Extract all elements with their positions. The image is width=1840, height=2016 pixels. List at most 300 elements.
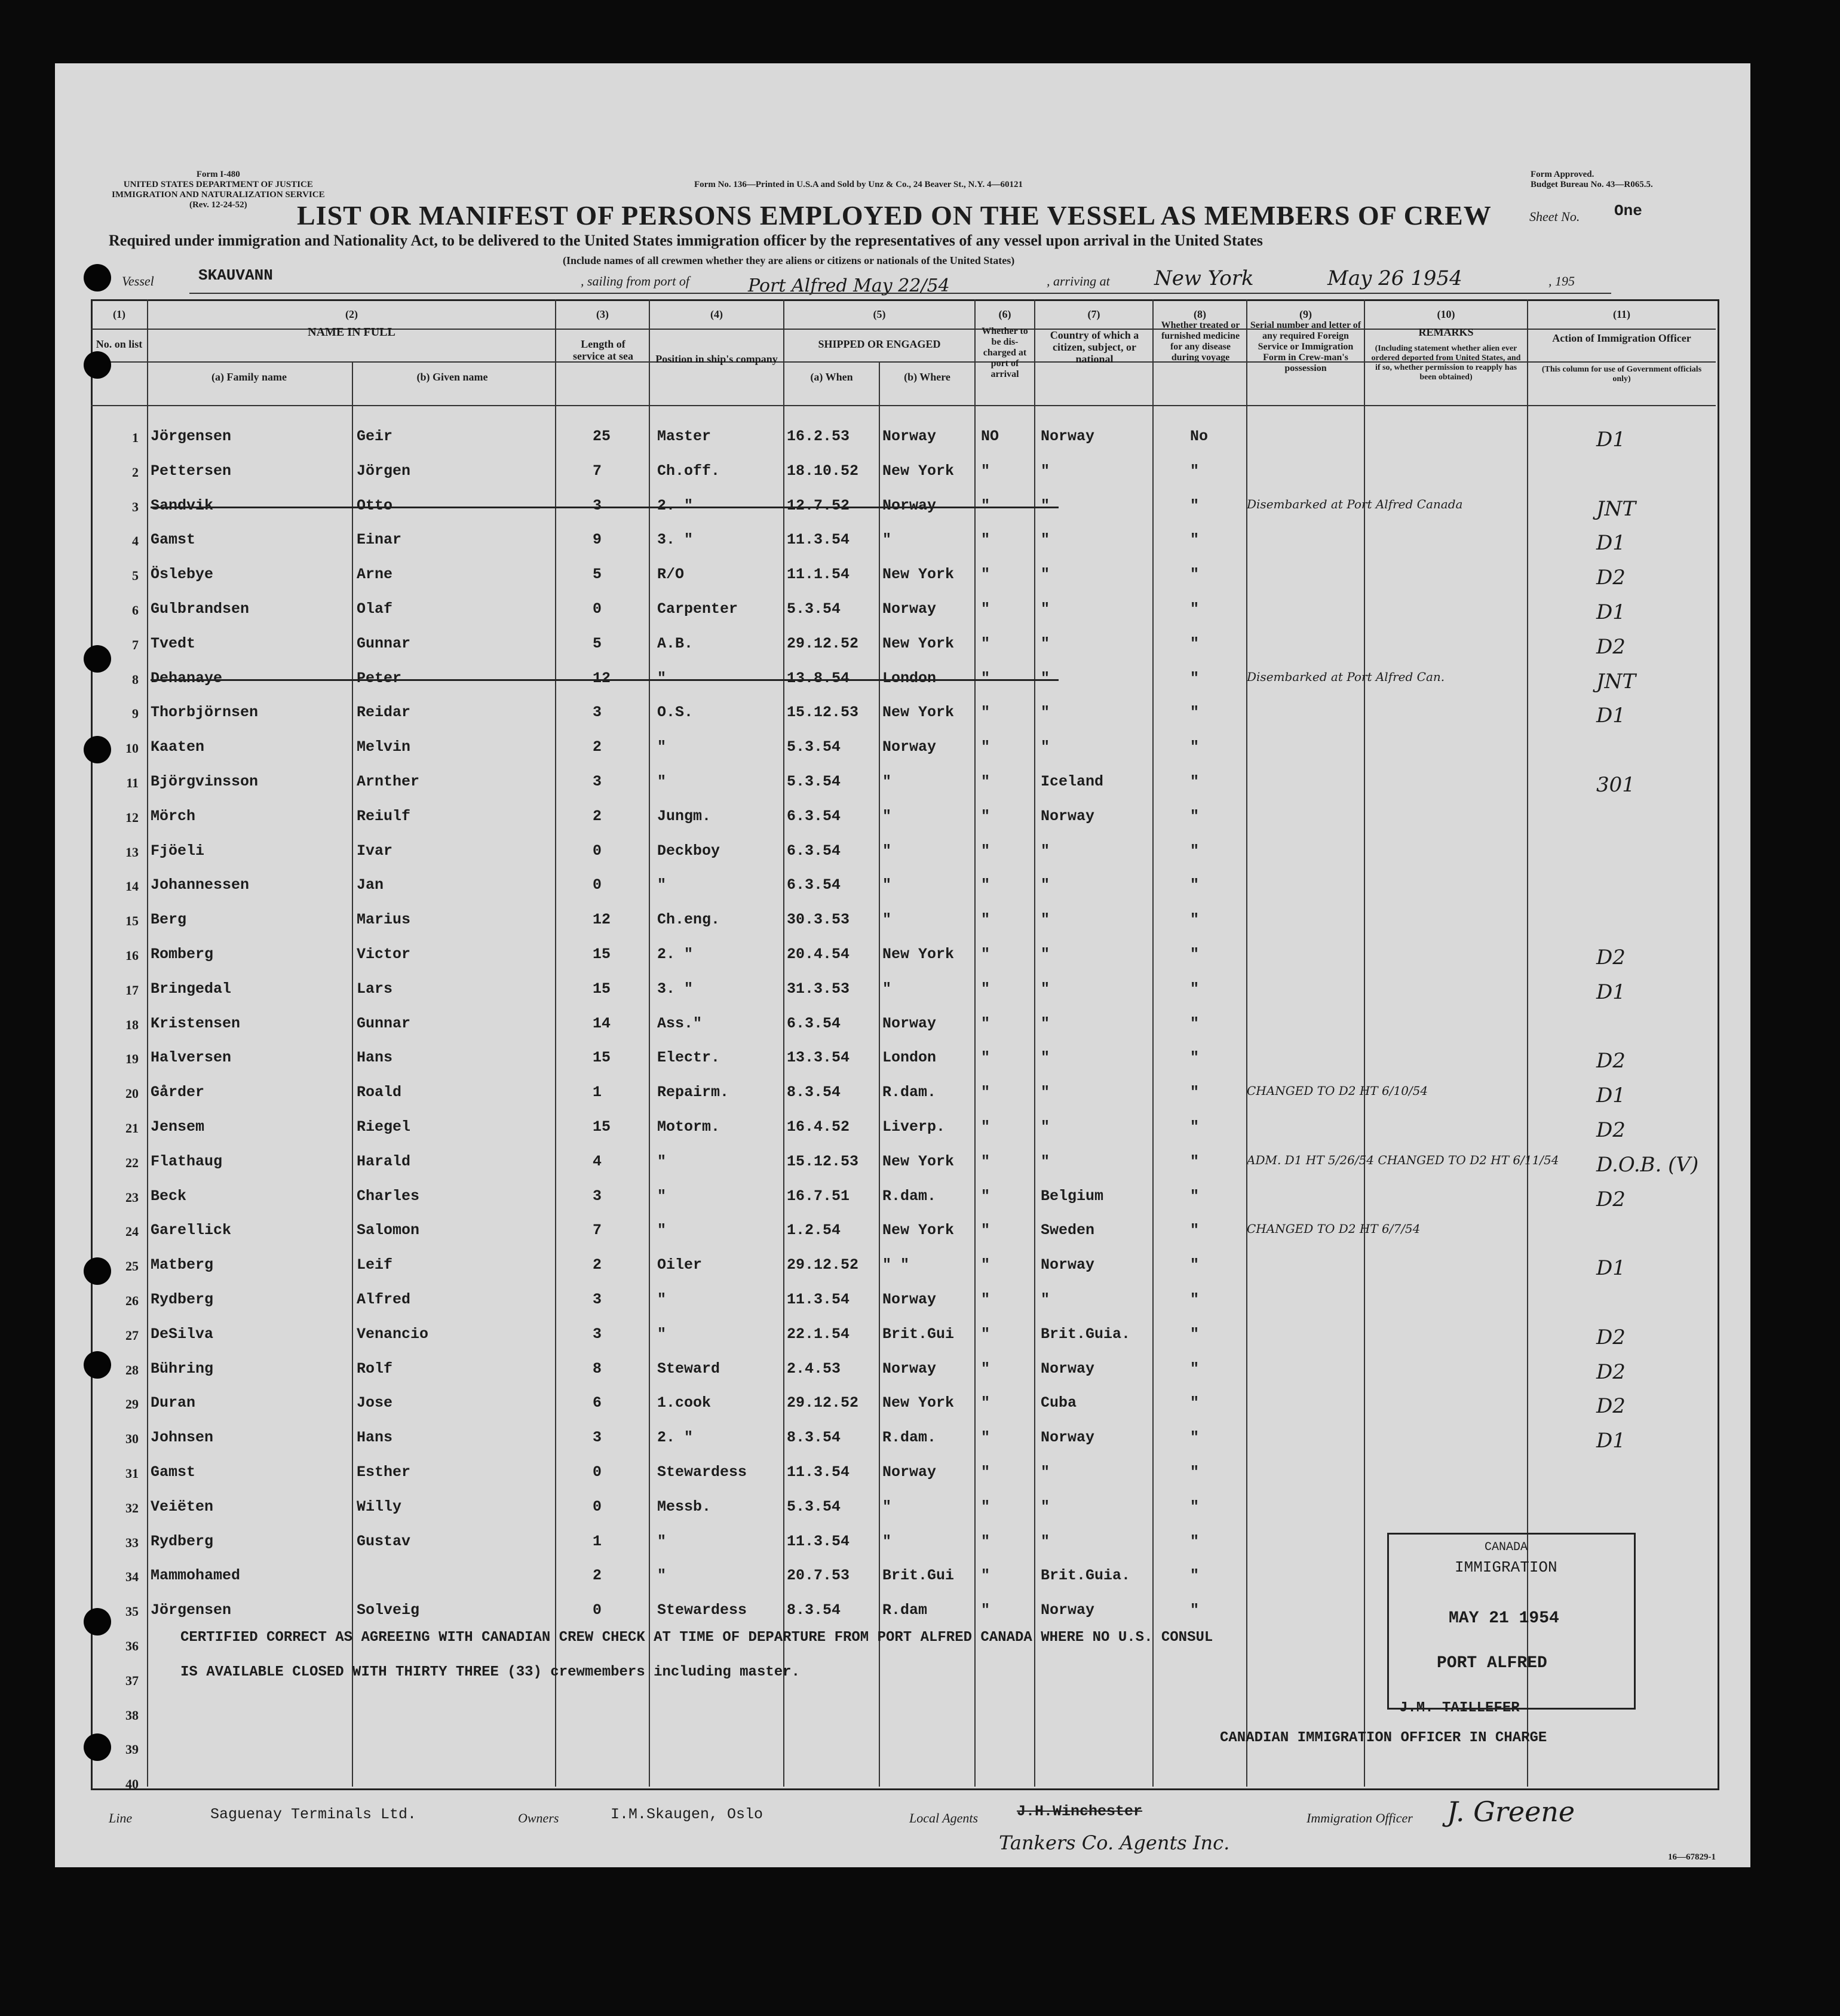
discharged-cell: " bbox=[981, 566, 990, 584]
given-name-cell: Arnther bbox=[357, 773, 420, 790]
shipped-where-cell: " bbox=[882, 1532, 892, 1550]
punch-hole bbox=[84, 1608, 111, 1635]
budget-line: Budget Bureau No. 43—R065.5. bbox=[1531, 180, 1653, 189]
family-name-cell: Bühring bbox=[151, 1360, 214, 1377]
country-cell: Brit.Guia. bbox=[1041, 1567, 1131, 1585]
action-cell: D1 bbox=[1596, 600, 1626, 624]
medicine-cell: " bbox=[1190, 462, 1200, 480]
family-name-cell: Jensem bbox=[151, 1118, 205, 1136]
medicine-cell: " bbox=[1190, 876, 1200, 894]
given-name-cell: Solveig bbox=[357, 1601, 420, 1619]
position-cell: " bbox=[657, 1152, 667, 1170]
family-name-cell: Matberg bbox=[151, 1256, 214, 1274]
agents-label: Local Agents bbox=[909, 1811, 979, 1825]
shipped-when-cell: 29.12.52 bbox=[787, 634, 859, 652]
vessel-value: SKAUVANN bbox=[198, 266, 273, 284]
discharged-cell: " bbox=[981, 1429, 990, 1447]
family-name-cell: Björgvinsson bbox=[151, 773, 259, 790]
medicine-cell: " bbox=[1190, 1498, 1200, 1515]
shipped-where-cell: London bbox=[882, 669, 937, 687]
form-code: 16—67829-1 bbox=[1668, 1852, 1716, 1862]
shipped-where-cell: Norway bbox=[882, 1463, 937, 1481]
country-cell: Norway bbox=[1041, 1429, 1095, 1447]
country-cell: Sweden bbox=[1041, 1222, 1095, 1239]
shipped-when-cell: 16.7.51 bbox=[787, 1187, 850, 1205]
position-cell: " bbox=[657, 773, 667, 790]
row-number: 27 bbox=[125, 1327, 139, 1343]
family-name-cell: Thorbjörnsen bbox=[151, 704, 259, 722]
discharged-cell: " bbox=[981, 980, 990, 998]
col2-num: (2) bbox=[345, 308, 358, 320]
country-cell: " bbox=[1041, 600, 1050, 618]
col7-num: (7) bbox=[1087, 308, 1100, 320]
country-cell: " bbox=[1041, 876, 1050, 894]
discharged-cell: " bbox=[981, 1222, 990, 1239]
service-cell: 0 bbox=[593, 1498, 602, 1515]
shipped-where-cell: Brit.Gui bbox=[882, 1325, 955, 1343]
form-number: Form I-480 bbox=[196, 170, 240, 179]
discharged-cell: " bbox=[981, 462, 990, 480]
country-cell: " bbox=[1041, 496, 1050, 514]
service-cell: 3 bbox=[593, 1187, 602, 1205]
sailing-label: , sailing from port of bbox=[581, 274, 689, 289]
given-name-cell: Olaf bbox=[357, 600, 393, 618]
shipped-when-cell: 15.12.53 bbox=[787, 1152, 859, 1170]
discharged-cell: " bbox=[981, 1532, 990, 1550]
service-cell: 3 bbox=[593, 1429, 602, 1447]
family-name-cell: Gulbrandsen bbox=[151, 600, 250, 618]
medicine-cell: " bbox=[1190, 1532, 1200, 1550]
family-name-cell: Jörgensen bbox=[151, 428, 232, 445]
shipped-where-cell: Norway bbox=[882, 1360, 937, 1377]
col2a-header: (a) Family name bbox=[211, 371, 287, 383]
row-number: 6 bbox=[132, 603, 139, 618]
medicine-cell: " bbox=[1190, 1152, 1200, 1170]
discharged-cell: " bbox=[981, 1084, 990, 1101]
position-cell: R/O bbox=[657, 566, 685, 584]
shipped-where-cell: Norway bbox=[882, 1014, 937, 1032]
discharged-cell: " bbox=[981, 1187, 990, 1205]
position-cell: " bbox=[657, 1291, 667, 1308]
service-cell: 25 bbox=[593, 428, 611, 445]
action-cell: JNT bbox=[1596, 669, 1636, 694]
service-cell: 9 bbox=[593, 531, 602, 549]
given-name-cell: Rolf bbox=[357, 1360, 393, 1377]
punch-hole bbox=[84, 1257, 111, 1285]
position-cell: 1.cook bbox=[657, 1394, 712, 1412]
col1-header: No. on list bbox=[96, 338, 143, 350]
discharged-cell: " bbox=[981, 1463, 990, 1481]
action-cell: D2 bbox=[1596, 634, 1626, 659]
family-name-cell: Johnsen bbox=[151, 1429, 214, 1447]
family-name-cell: Duran bbox=[151, 1394, 196, 1412]
country-cell: Brit.Guia. bbox=[1041, 1325, 1131, 1343]
discharged-cell: " bbox=[981, 876, 990, 894]
family-name-cell: DeSilva bbox=[151, 1325, 214, 1343]
position-cell: 3. " bbox=[657, 980, 694, 998]
country-cell: " bbox=[1041, 669, 1050, 687]
discharged-cell: " bbox=[981, 531, 990, 549]
shipped-when-cell: 13.8.54 bbox=[787, 669, 850, 687]
medicine-cell: " bbox=[1190, 1567, 1200, 1585]
service-cell: 6 bbox=[593, 1394, 602, 1412]
service-cell: 3 bbox=[593, 496, 602, 514]
given-name-cell: Melvin bbox=[357, 738, 411, 756]
col8-num: (8) bbox=[1194, 308, 1206, 320]
family-name-cell: Johannessen bbox=[151, 876, 250, 894]
row-number: 2 bbox=[132, 464, 139, 480]
medicine-cell: " bbox=[1190, 946, 1200, 963]
shipped-when-cell: 8.3.54 bbox=[787, 1429, 841, 1447]
medicine-cell: " bbox=[1190, 600, 1200, 618]
action-cell: D1 bbox=[1596, 980, 1626, 1004]
row-number: 22 bbox=[125, 1155, 139, 1170]
family-name-cell: Jörgensen bbox=[151, 1601, 232, 1619]
stamp-dept: IMMIGRATION bbox=[1455, 1558, 1557, 1576]
given-name-cell: Arne bbox=[357, 566, 393, 584]
row-number: 12 bbox=[125, 809, 139, 825]
immigration-officer-label: Immigration Officer bbox=[1307, 1811, 1413, 1825]
printer-line: Form No. 136—Printed in U.S.A and Sold by Unz & Co., 24 Beaver St., N.Y. 4—60121 bbox=[694, 180, 1023, 189]
action-cell: D2 bbox=[1596, 1049, 1626, 1073]
shipped-when-cell: 8.3.54 bbox=[787, 1601, 841, 1619]
service-cell: 15 bbox=[593, 1049, 611, 1067]
discharged-cell: " bbox=[981, 807, 990, 825]
shipped-where-cell: " bbox=[882, 773, 892, 790]
row-number: 7 bbox=[132, 637, 139, 652]
shipped-when-cell: 6.3.54 bbox=[787, 807, 841, 825]
shipped-where-cell: Norway bbox=[882, 428, 937, 445]
position-cell: 2. " bbox=[657, 496, 694, 514]
family-name-cell: Mammohamed bbox=[151, 1567, 241, 1585]
action-cell: D2 bbox=[1596, 1360, 1626, 1384]
col5a-header: (a) When bbox=[810, 371, 853, 383]
remarks-cell: CHANGED TO D2 HT 6/10/54 bbox=[1247, 1084, 1428, 1098]
punch-hole bbox=[84, 1351, 111, 1379]
immigration-officer-signature: J. Greene bbox=[1447, 1796, 1575, 1828]
row-number: 25 bbox=[125, 1259, 139, 1274]
family-name-cell: Rydberg bbox=[151, 1532, 214, 1550]
given-name-cell: Jörgen bbox=[357, 462, 411, 480]
country-cell: Norway bbox=[1041, 807, 1095, 825]
given-name-cell: Jose bbox=[357, 1394, 393, 1412]
discharged-cell: " bbox=[981, 1360, 990, 1377]
family-name-cell: Gårder bbox=[151, 1084, 205, 1101]
col11-note: (This column for use of Government officials only) bbox=[1541, 365, 1702, 383]
shipped-when-cell: 22.1.54 bbox=[787, 1325, 850, 1343]
vessel-label: Vessel bbox=[122, 274, 154, 289]
family-name-cell: Kaaten bbox=[151, 738, 205, 756]
sheet-label: Sheet No. bbox=[1529, 209, 1580, 224]
col5-header: SHIPPED OR ENGAGED bbox=[818, 338, 941, 350]
stamp-place: PORT ALFRED bbox=[1437, 1654, 1547, 1673]
row-number: 31 bbox=[125, 1466, 139, 1481]
shipped-where-cell: " bbox=[882, 842, 892, 860]
remarks-cell: Disembarked at Port Alfred Can. bbox=[1247, 669, 1445, 684]
service-cell: 0 bbox=[593, 842, 602, 860]
page-title: LIST OR MANIFEST OF PERSONS EMPLOYED ON THE VESSEL AS MEMBERS OF CREW bbox=[297, 200, 1492, 231]
discharged-cell: " bbox=[981, 1152, 990, 1170]
given-name-cell: Reiulf bbox=[357, 807, 411, 825]
family-name-cell: Veiëten bbox=[151, 1498, 214, 1515]
service-cell: 15 bbox=[593, 946, 611, 963]
position-cell: Ch.eng. bbox=[657, 911, 720, 929]
medicine-cell: " bbox=[1190, 980, 1200, 998]
service-cell: 14 bbox=[593, 1014, 611, 1032]
shipped-where-cell: Liverp. bbox=[882, 1118, 946, 1136]
row-number: 20 bbox=[125, 1086, 139, 1101]
country-cell: Norway bbox=[1041, 1256, 1095, 1274]
service-cell: 1 bbox=[593, 1084, 602, 1101]
country-cell: " bbox=[1041, 1049, 1050, 1067]
row-number: 8 bbox=[132, 671, 139, 687]
service-cell: 15 bbox=[593, 980, 611, 998]
given-name-cell: Victor bbox=[357, 946, 411, 963]
position-cell: " bbox=[657, 1325, 667, 1343]
position-cell: 2. " bbox=[657, 1429, 694, 1447]
punch-hole bbox=[84, 736, 111, 763]
col3-header: Length of service at sea bbox=[573, 338, 633, 362]
owners-value: I.M.Skaugen, Oslo bbox=[611, 1806, 763, 1823]
immigration-stamp bbox=[1387, 1533, 1636, 1710]
medicine-cell: " bbox=[1190, 496, 1200, 514]
col3-num: (3) bbox=[596, 308, 609, 320]
row-number: 5 bbox=[132, 568, 139, 584]
col2b-header: (b) Given name bbox=[416, 371, 488, 383]
row-number: 21 bbox=[125, 1121, 139, 1136]
strike-through-line bbox=[151, 679, 1059, 681]
given-name-cell: Hans bbox=[357, 1049, 393, 1067]
given-name-cell: Einar bbox=[357, 531, 402, 549]
family-name-cell: Berg bbox=[151, 911, 187, 929]
shipped-when-cell: 16.4.52 bbox=[787, 1118, 850, 1136]
row-number: 10 bbox=[125, 741, 139, 756]
punch-hole bbox=[84, 645, 111, 673]
service-cell: 0 bbox=[593, 600, 602, 618]
position-cell: Deckboy bbox=[657, 842, 720, 860]
remarks-cell: CHANGED TO D2 HT 6/7/54 bbox=[1247, 1222, 1421, 1236]
given-name-cell: Gunnar bbox=[357, 1014, 411, 1032]
action-cell: JNT bbox=[1596, 496, 1636, 521]
position-cell: " bbox=[657, 1222, 667, 1239]
row-number: 11 bbox=[126, 775, 139, 790]
shipped-where-cell: New York bbox=[882, 1152, 955, 1170]
agents-handwritten: Tankers Co. Agents Inc. bbox=[999, 1831, 1230, 1854]
shipped-when-cell: 5.3.54 bbox=[787, 773, 841, 790]
position-cell: " bbox=[657, 738, 667, 756]
col10-header: REMARKS bbox=[1418, 326, 1474, 338]
given-name-cell: Leif bbox=[357, 1256, 393, 1274]
shipped-when-cell: 11.3.54 bbox=[787, 1532, 850, 1550]
discharged-cell: " bbox=[981, 1291, 990, 1308]
medicine-cell: " bbox=[1190, 1084, 1200, 1101]
shipped-where-cell: Brit.Gui bbox=[882, 1567, 955, 1585]
position-cell: Stewardess bbox=[657, 1463, 747, 1481]
row-number: 38 bbox=[125, 1707, 139, 1723]
discharged-cell: " bbox=[981, 634, 990, 652]
shipped-where-cell: R.dam bbox=[882, 1601, 928, 1619]
service-cell: 8 bbox=[593, 1360, 602, 1377]
shipped-when-cell: 11.3.54 bbox=[787, 1463, 850, 1481]
agents-struck: J.H.Winchester bbox=[1017, 1803, 1143, 1820]
shipped-when-cell: 8.3.54 bbox=[787, 1084, 841, 1101]
position-cell: 2. " bbox=[657, 946, 694, 963]
medicine-cell: " bbox=[1190, 1014, 1200, 1032]
shipped-when-cell: 1.2.54 bbox=[787, 1222, 841, 1239]
shipped-where-cell: New York bbox=[882, 566, 955, 584]
line-label: Line bbox=[109, 1811, 133, 1825]
shipped-where-cell: New York bbox=[882, 704, 955, 722]
punch-hole bbox=[84, 1733, 111, 1761]
given-name-cell: Geir bbox=[357, 428, 393, 445]
service-cell: 5 bbox=[593, 566, 602, 584]
row-number: 14 bbox=[125, 879, 139, 894]
service-cell: 5 bbox=[593, 634, 602, 652]
col10-num: (10) bbox=[1437, 308, 1455, 320]
certification-line-1: CERTIFIED CORRECT AS AGREEING WITH CANADIAN CREW CHECK AT TIME OF DEPARTURE FROM PORT ALFRED CANADA WHERE NO U.S. CONSUL bbox=[180, 1630, 1213, 1646]
action-cell: D1 bbox=[1596, 1256, 1626, 1281]
family-name-cell: Rydberg bbox=[151, 1291, 214, 1308]
country-cell: Norway bbox=[1041, 428, 1095, 445]
service: IMMIGRATION AND NATURALIZATION SERVICE bbox=[112, 190, 325, 200]
family-name-cell: Beck bbox=[151, 1187, 187, 1205]
shipped-where-cell: New York bbox=[882, 1222, 955, 1239]
country-cell: Norway bbox=[1041, 1601, 1095, 1619]
shipped-where-cell: New York bbox=[882, 946, 955, 963]
shipped-where-cell: Norway bbox=[882, 600, 937, 618]
row-number: 1 bbox=[132, 430, 139, 445]
row-number: 39 bbox=[125, 1742, 139, 1757]
country-cell: " bbox=[1041, 1084, 1050, 1101]
row-number: 35 bbox=[125, 1604, 139, 1619]
shipped-when-cell: 5.3.54 bbox=[787, 738, 841, 756]
service-cell: 7 bbox=[593, 462, 602, 480]
row-number: 3 bbox=[132, 499, 139, 514]
country-cell: " bbox=[1041, 462, 1050, 480]
action-cell: D2 bbox=[1596, 1394, 1626, 1419]
discharged-cell: " bbox=[981, 496, 990, 514]
medicine-cell: " bbox=[1190, 1394, 1200, 1412]
service-cell: 0 bbox=[593, 1463, 602, 1481]
row-number: 19 bbox=[125, 1051, 139, 1067]
discharged-cell: " bbox=[981, 600, 990, 618]
given-name-cell: Otto bbox=[357, 496, 393, 514]
shipped-when-cell: 6.3.54 bbox=[787, 1014, 841, 1032]
row-number: 16 bbox=[125, 948, 139, 963]
shipped-where-cell: " bbox=[882, 911, 892, 929]
position-cell: " bbox=[657, 1567, 667, 1585]
medicine-cell: " bbox=[1190, 1256, 1200, 1274]
family-name-cell: Öslebye bbox=[151, 566, 214, 584]
country-cell: Cuba bbox=[1041, 1394, 1077, 1412]
service-cell: 2 bbox=[593, 1567, 602, 1585]
row-number: 23 bbox=[125, 1189, 139, 1205]
discharged-cell: " bbox=[981, 1049, 990, 1067]
page-subtitle: Required under immigration and Nationality Act, to be delivered to the United States immigration officer by the representatives of any vessel upon arrival in the United States bbox=[109, 232, 1263, 249]
col2-header: NAME IN FULL bbox=[308, 326, 395, 339]
shipped-where-cell: R.dam. bbox=[882, 1084, 937, 1101]
medicine-cell: " bbox=[1190, 1187, 1200, 1205]
discharged-cell: " bbox=[981, 1567, 990, 1585]
remarks-cell: ADM. D1 HT 5/26/54 CHANGED TO D2 HT 6/11/54 bbox=[1247, 1152, 1559, 1167]
action-cell: D2 bbox=[1596, 1118, 1626, 1142]
col5b-header: (b) Where bbox=[904, 371, 950, 383]
discharged-cell: " bbox=[981, 1394, 990, 1412]
position-cell: " bbox=[657, 669, 667, 687]
shipped-when-cell: 13.3.54 bbox=[787, 1049, 850, 1067]
row-number: 13 bbox=[125, 844, 139, 860]
discharged-cell: " bbox=[981, 704, 990, 722]
position-cell: Messb. bbox=[657, 1498, 712, 1515]
approved-line: Form Approved. bbox=[1531, 170, 1594, 179]
shipped-where-cell: " bbox=[882, 807, 892, 825]
medicine-cell: " bbox=[1190, 842, 1200, 860]
family-name-cell: Gamst bbox=[151, 531, 196, 549]
family-name-cell: Romberg bbox=[151, 946, 214, 963]
stamp-date: MAY 21 1954 bbox=[1449, 1609, 1559, 1628]
col9-num: (9) bbox=[1299, 308, 1312, 320]
position-cell: Repairm. bbox=[657, 1084, 729, 1101]
country-cell: " bbox=[1041, 911, 1050, 929]
medicine-cell: " bbox=[1190, 807, 1200, 825]
country-cell: " bbox=[1041, 1118, 1050, 1136]
given-name-cell: Peter bbox=[357, 669, 402, 687]
service-cell: 12 bbox=[593, 669, 611, 687]
shipped-where-cell: " bbox=[882, 876, 892, 894]
col6-num: (6) bbox=[998, 308, 1011, 320]
given-name-cell: Ivar bbox=[357, 842, 393, 860]
sheet-value: One bbox=[1614, 202, 1642, 220]
shipped-when-cell: 5.3.54 bbox=[787, 600, 841, 618]
row-number: 40 bbox=[125, 1776, 139, 1792]
given-name-cell: Gunnar bbox=[357, 634, 411, 652]
service-cell: 2 bbox=[593, 738, 602, 756]
service-cell: 12 bbox=[593, 911, 611, 929]
position-cell: 3. " bbox=[657, 531, 694, 549]
col1-num: (1) bbox=[113, 308, 125, 320]
position-cell: Oiler bbox=[657, 1256, 703, 1274]
shipped-when-cell: 2.4.53 bbox=[787, 1360, 841, 1377]
position-cell: Stewardess bbox=[657, 1601, 747, 1619]
discharged-cell: " bbox=[981, 1601, 990, 1619]
year-suffix: , 195 bbox=[1548, 274, 1575, 289]
row-number: 34 bbox=[125, 1569, 139, 1585]
shipped-where-cell: Norway bbox=[882, 1291, 937, 1308]
shipped-where-cell: " bbox=[882, 531, 892, 549]
given-name-cell: Roald bbox=[357, 1084, 402, 1101]
position-cell: Ch.off. bbox=[657, 462, 720, 480]
row-number: 29 bbox=[125, 1397, 139, 1412]
action-cell: D1 bbox=[1596, 428, 1626, 452]
shipped-where-cell: London bbox=[882, 1049, 937, 1067]
country-cell: " bbox=[1041, 842, 1050, 860]
discharged-cell: " bbox=[981, 773, 990, 790]
shipped-when-cell: 18.10.52 bbox=[787, 462, 859, 480]
shipped-when-cell: 15.12.53 bbox=[787, 704, 859, 722]
position-cell: " bbox=[657, 1187, 667, 1205]
officer-name: J.M. TAILLEFER bbox=[1399, 1700, 1520, 1716]
service-cell: 0 bbox=[593, 1601, 602, 1619]
given-name-cell: Esther bbox=[357, 1463, 411, 1481]
medicine-cell: " bbox=[1190, 531, 1200, 549]
family-name-cell: Halversen bbox=[151, 1049, 232, 1067]
strike-through-line bbox=[151, 507, 1059, 508]
country-cell: " bbox=[1041, 1532, 1050, 1550]
medicine-cell: " bbox=[1190, 1291, 1200, 1308]
medicine-cell: " bbox=[1190, 1360, 1200, 1377]
country-cell: Norway bbox=[1041, 1360, 1095, 1377]
row-number: 30 bbox=[125, 1431, 139, 1447]
